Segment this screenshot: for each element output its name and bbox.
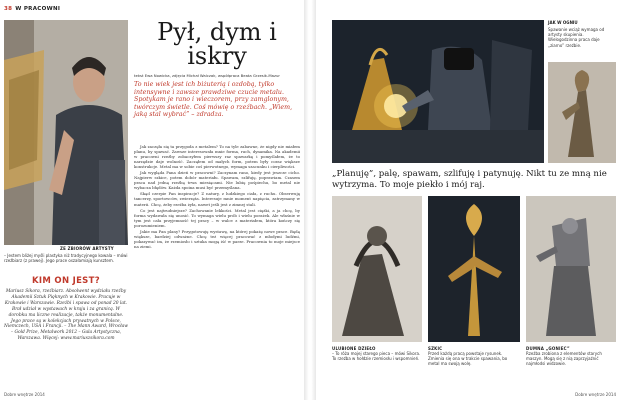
artist-portrait-photo <box>4 20 128 245</box>
caption-text: – To róża mojej starego pieca – mówi Sikora. To rzeźba w hołdzie rzemiosłu i wspomnień. <box>332 351 421 362</box>
bio-sidebar-title: KIM ON JEST? <box>32 276 100 286</box>
article-paragraph: Co jest najtrudniejsze? Zachowanie lekkości. Metal jest ciężki, a ja chcę, by forma wydawała się unosić. To wymaga wielu prób i wielu porażek. Ale właśnie w tym jest cała przyjemność tej pracy – w walce z materiałem, która kończy się porozumieniem. <box>134 207 300 228</box>
pull-quote: „Planuję”, palę, spawam, szlifuję i patynuję. Nikt tu ze mną nie wytrzyma. To moje piekło i mój raj. <box>332 169 607 190</box>
caption-tag: DUMNA „GONIEC” <box>526 346 570 351</box>
article-paragraph: Jak zaczęła się ta przygoda z metalem? To na tyle zabawne, że nigdy nie miałem planu, by spawać. Zawsze interesowała mnie forma, ruch, dynamika. Na akademii w pracowni rzeźby zobaczyłem pierwszy raz spawarkę i pomyślałem, że to narzędzie daje wolność. Zacząłem od małych form, potem były coraz większe konstrukcje. Metal ma w sobie coś pierwotnego, wymaga szacunku i cierpliwości. <box>134 144 300 170</box>
caption-tag: ULUBIONE DZIEŁO <box>332 346 376 351</box>
photo-row <box>332 196 616 342</box>
photo-caption-tag: ZE ZBIORÓW ARTYSTY <box>60 246 114 251</box>
caption-sketch <box>428 346 518 366</box>
welding-photo <box>332 20 544 163</box>
welding-caption-tag: JAK W OGNIU <box>548 20 578 25</box>
article-paragraph: Skąd czerpie Pan inspiracje? Z natury, z ludzkiego ciała, z ruchu. Obserwuję tancerzy, sportowców, zwierzęta. Interesuje mnie moment napięcia, zatrzymany w materii. Chcę, żeby rzeźba żyła, nawet jeśli jest z zimnej stali. <box>134 191 300 207</box>
goniec-sculpture-image <box>526 196 616 342</box>
article-paragraph: Jakie ma Pan plany? Przygotowuję wystawę, na której pokażę nowe prace. Będą większe, bardziej odważne. Chcę też więcej pracować z młodymi ludźmi, pokazywać im, że rzemiosło i sztuka mogą iść w parze. Pracownia to moje miejsce na ziemi. <box>134 228 300 249</box>
favorite-work-photo <box>332 196 422 342</box>
footer-left: Dobre wnętrze 2014 <box>4 392 45 397</box>
left-page <box>0 0 304 400</box>
sketch-photo <box>428 196 520 342</box>
photo-caption: – Jestem bliżej myśli plastyka niż tradycyjnego kowala – mówi rzeźbiarz (z prawej). Jego prace oszałamiają kunsztem. <box>4 253 128 263</box>
welding-caption: Spawanie wciąż wymaga od artysty skupienia. Wielogodzinna praca daje „ziarno” rzeźbie. <box>548 27 605 48</box>
caption-tag: SZKIC <box>428 346 443 351</box>
article-title: Pył, dym i iskry <box>157 18 277 70</box>
sketch-image <box>428 196 520 342</box>
article-body <box>134 144 300 388</box>
goniec-sculpture-photo <box>526 196 616 342</box>
bio-sidebar-body: Mariusz Sikora, rzeźbiarz. Absolwent wydziału rzeźby Akademii Sztuk Pięknych w Krakowie. Pracuje w Krakowie i Warszawie. Rzeźbi i spawa od ponad 20 lat. Brał udział w wystawach w kraju i za granicą. W dorobku ma liczne realizacje, także monumentalne. Jego prace są w kolekcjach prywatnych w Polsce, Niemczech, USA i Francji. – The Mann Award, Wrocław – Gold Prize, Metalwork 2012 – Gala Artystyczna, Warszawa. Więcej: www.mariuszsikora.com <box>4 289 129 342</box>
article-byline: tekst Ewa Nowicka, zdjęcia Michał Walczak, współpraca Beata Grzesik-Mazur <box>134 73 280 78</box>
article-paragraph: Jak wygląda Pana dzień w pracowni? Zaczynam rano, kiedy jest jeszcze cicho. Najpierw szkice, potem dobór materiału. Spawam, szlifuję, poprawiam. Czasem praca nad jedną rzeźbą trwa miesiącami. Nie lubię pośpiechu, bo metal nie wybacza błędów. Każda spoina musi być przemyślana. <box>134 170 300 191</box>
caption-goniec <box>526 346 616 366</box>
page-number: 38 <box>4 6 13 12</box>
favorite-work-image <box>332 196 422 342</box>
bio-sidebar <box>4 276 128 390</box>
footer-right: Dobre wnętrze 2014 <box>575 392 616 397</box>
section-name: W PRACOWNI <box>15 6 61 12</box>
caption-favorite-work <box>332 346 422 361</box>
page-gutter <box>304 0 316 400</box>
right-page <box>316 0 620 400</box>
sculpture-detail-image <box>548 62 616 163</box>
section-label <box>4 6 60 12</box>
sculpture-detail-photo <box>548 62 616 163</box>
caption-text: Przed każdą pracą powstaje rysunek. Zmienia się ona w trakcie spawania, bo metal ma swoją wolę. <box>428 351 508 367</box>
caption-text: Rzeźba zrobiona z elementów starych maszyn. Mogą się z nią zaprzyjaźnić najmłodsi widzowie. <box>526 351 602 367</box>
artist-portrait-image <box>4 20 128 245</box>
welding-image <box>332 20 544 163</box>
article-lead: To nie wiek jest ich biżuterią i ozdobą, tylko intensywne i zawsze prawdziwe czucie metalu. Spotykam je rano i wieczorem, przy zamglonym, twórczym świetle. Coś mówię o rzeźbach. „Wiem, jaką stal wybrać” – zdradza. <box>134 81 293 119</box>
